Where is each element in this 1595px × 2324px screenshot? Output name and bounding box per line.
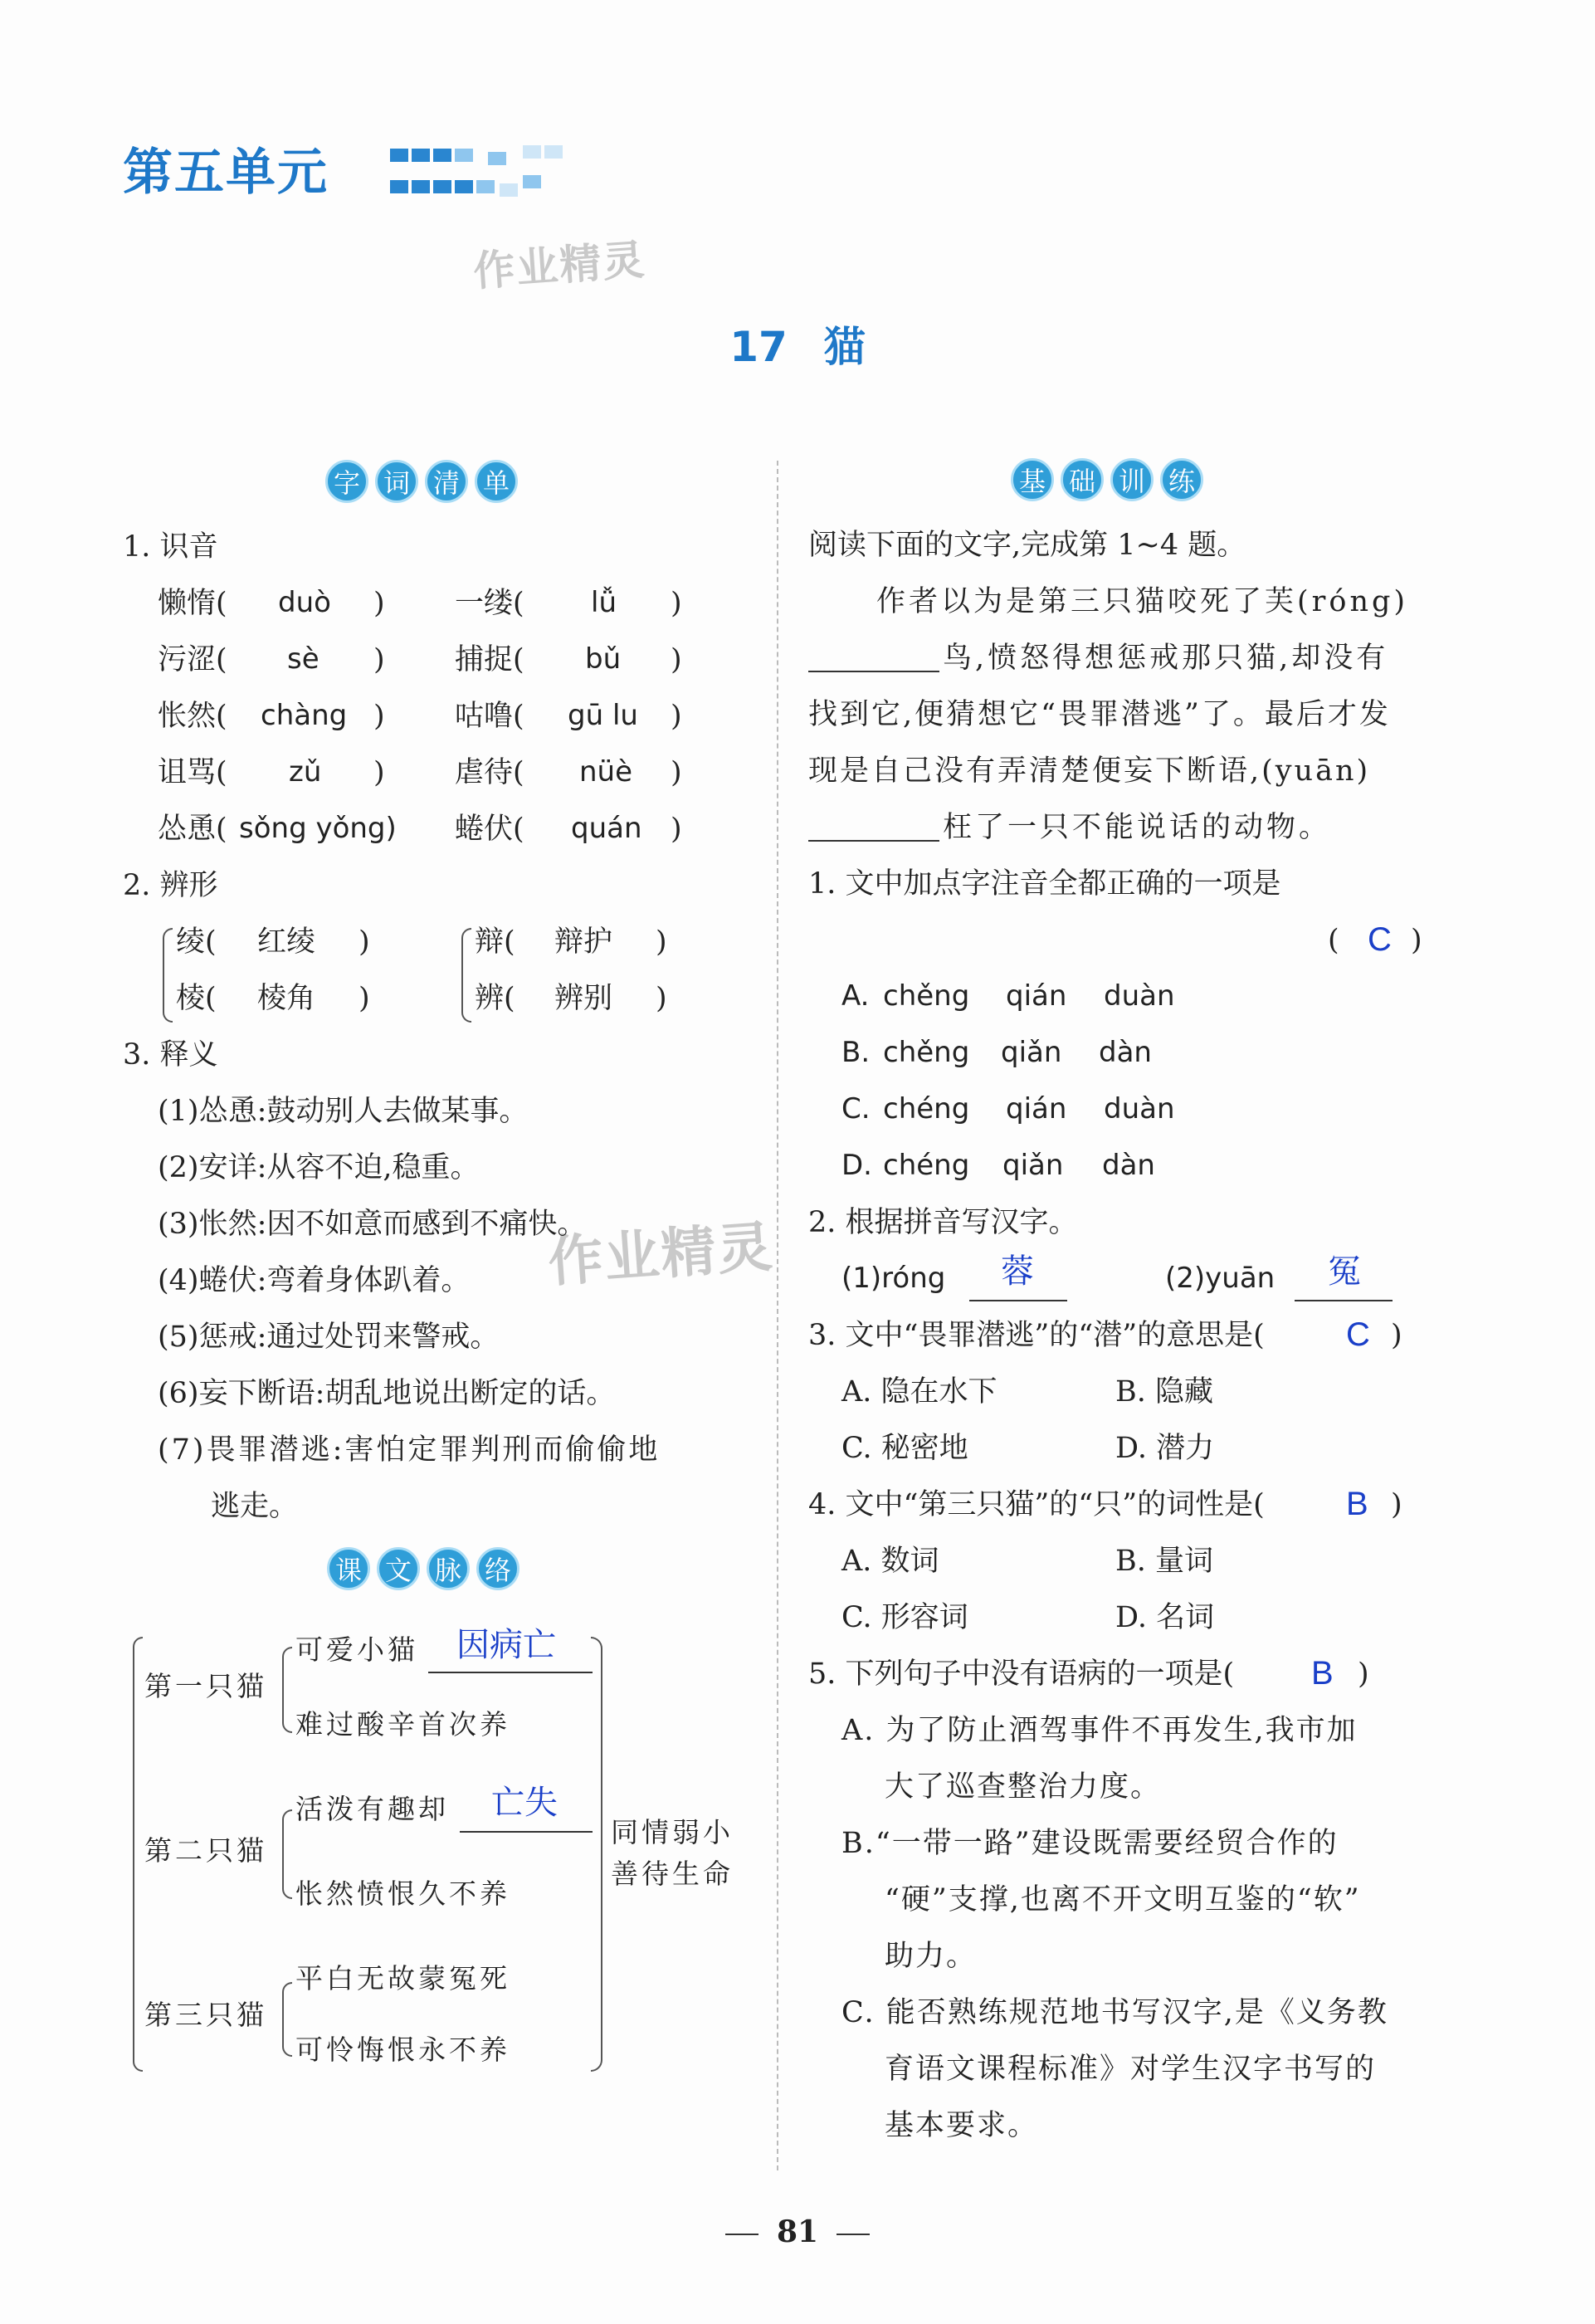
q1-answer: C xyxy=(1368,921,1392,958)
answer-line xyxy=(969,1300,1067,1301)
q1-stem: 1. 文中加点字注音全都正确的一项是 xyxy=(808,867,1281,901)
option: C. 秘密地 xyxy=(841,1432,968,1465)
q2b-label: (2)yuān xyxy=(1165,1262,1276,1295)
word: 绫( xyxy=(176,925,217,959)
paren: ) xyxy=(1391,1319,1402,1352)
option-pinyin: dàn xyxy=(1099,1036,1152,1069)
cat2-point-b: 怅然愤恨久不养 xyxy=(295,1877,510,1910)
word: 怂恿( xyxy=(158,813,227,846)
heading-char: 词 xyxy=(375,460,418,503)
word: 一缕( xyxy=(455,587,524,620)
brace xyxy=(282,1809,292,1899)
close-paren: ) xyxy=(671,643,682,676)
reading-intro: 阅读下面的文字,完成第 1~4 题。 xyxy=(808,529,1246,562)
cat2-answer: 亡失 xyxy=(491,1784,558,1821)
option-pinyin: qián xyxy=(1006,979,1067,1013)
option: D. 潜力 xyxy=(1115,1432,1215,1465)
definition-item: (5)惩戒:通过处罚来警戒。 xyxy=(158,1321,500,1354)
close-paren: ) xyxy=(359,925,370,959)
heading-char: 础 xyxy=(1061,458,1104,501)
heading-char: 单 xyxy=(475,460,518,503)
option-pinyin: dàn xyxy=(1102,1149,1155,1182)
answer: 辩护 xyxy=(554,925,613,959)
answer-line xyxy=(428,1672,593,1673)
word: 蜷伏( xyxy=(455,813,524,846)
word: 诅骂( xyxy=(158,756,227,789)
q2a-label: (1)róng xyxy=(841,1262,946,1295)
section-heading-practice xyxy=(1011,458,1203,501)
close-paren: ) xyxy=(656,982,667,1015)
q5-answer: B xyxy=(1311,1655,1334,1692)
answer-line xyxy=(460,1831,593,1833)
definition-item: (3)怅然:因不如意而感到不痛快。 xyxy=(158,1208,587,1241)
word: 虐待( xyxy=(455,756,524,789)
close-paren: ) xyxy=(373,587,385,620)
answer: 红绫 xyxy=(257,925,316,959)
q2a-answer: 蓉 xyxy=(1001,1253,1034,1290)
q2-title: 2. 辨形 xyxy=(123,869,218,902)
word: 怅然( xyxy=(158,700,227,733)
paren: ( xyxy=(1328,924,1339,957)
close-paren: ) xyxy=(656,925,667,959)
outer-brace xyxy=(133,1637,143,2072)
option-label: B. xyxy=(841,1036,871,1069)
right-brace xyxy=(591,1637,602,2072)
heading-char: 脉 xyxy=(427,1547,470,1590)
cat1-label: 第一只猫 xyxy=(144,1670,267,1702)
q5-line: 基本要求。 xyxy=(885,2109,1039,2142)
cat3-point-b: 可怜悔恨永不养 xyxy=(295,2034,510,2066)
q2-stem: 2. 根据拼音写汉字。 xyxy=(808,1206,1078,1239)
q5-line: 育语文课程标准》对学生汉字书写的 xyxy=(885,2053,1377,2086)
heading-char: 课 xyxy=(327,1547,370,1590)
passage-line: 鸟,愤怒得想惩戒那只猫,却没有 xyxy=(943,642,1389,675)
heading-char: 络 xyxy=(476,1547,519,1590)
lesson-name: 猫 xyxy=(823,323,866,371)
heading-char: 训 xyxy=(1110,458,1154,501)
close-paren: ) xyxy=(671,756,682,789)
answer: 辨别 xyxy=(554,982,613,1015)
page-number-footer xyxy=(0,2214,1595,2249)
paren: ) xyxy=(1411,924,1422,957)
option-pinyin: qiǎn xyxy=(1001,1036,1062,1069)
definition-item: (7)畏罪潜逃:害怕定罪判刑而偷偷地 xyxy=(158,1433,661,1467)
close-paren: ) xyxy=(373,756,385,789)
q5-line: 大了巡查整治力度。 xyxy=(885,1770,1162,1804)
pinyin: gū lu xyxy=(568,699,638,732)
q5-stem: 5. 下列句子中没有语病的一项是( xyxy=(808,1658,1235,1691)
q3-stem: 3. 文中“畏罪潜逃”的“潜”的意思是( xyxy=(808,1319,1265,1352)
watermark-top: 作业精灵 xyxy=(471,235,648,296)
theme-line-2: 善待生命 xyxy=(611,1858,734,1890)
option-pinyin: qián xyxy=(1006,1092,1067,1125)
close-paren: ) xyxy=(373,700,385,733)
lesson-title xyxy=(0,314,1595,374)
q5-line: A. 为了防止酒驾事件不再发生,我市加 xyxy=(841,1714,1358,1747)
answer: 棱角 xyxy=(257,982,316,1015)
blank-yuan xyxy=(808,840,939,842)
cat1-answer: 因病亡 xyxy=(456,1627,556,1663)
word: 污涩( xyxy=(158,643,227,676)
pinyin: lǚ xyxy=(591,586,617,619)
heading-char: 文 xyxy=(377,1547,420,1590)
q5-line: 助力。 xyxy=(885,1940,978,1973)
close-paren: ) xyxy=(671,813,682,846)
word: 辩( xyxy=(475,925,515,959)
passage-line: 作者以为是第三只猫咬死了芙(róng) xyxy=(876,585,1409,618)
q5-line: B.“一带一路”建设既需要经贸合作的 xyxy=(841,1827,1339,1860)
option: C. 形容词 xyxy=(841,1601,968,1634)
word: 捕捉( xyxy=(455,643,524,676)
pinyin: quán xyxy=(571,812,642,845)
brace xyxy=(461,928,471,1023)
cat3-label: 第三只猫 xyxy=(144,1999,267,2031)
option-pinyin: chěng xyxy=(883,1036,970,1069)
q5-line: C. 能否熟练规范地书写汉字,是《义务教 xyxy=(841,1996,1388,2029)
close-paren: ) xyxy=(359,982,370,1015)
cat1-point-a: 可爱小猫 xyxy=(295,1633,418,1666)
word: 懒惰( xyxy=(158,587,227,620)
option-label: A. xyxy=(841,979,870,1013)
option-pinyin: duàn xyxy=(1104,979,1175,1013)
option-label: C. xyxy=(841,1092,871,1125)
q4-answer: B xyxy=(1346,1486,1368,1522)
q3-answer: C xyxy=(1346,1316,1370,1353)
word: 咕噜( xyxy=(455,700,524,733)
definition-item: (2)安详:从容不迫,稳重。 xyxy=(158,1151,480,1184)
pinyin: duò xyxy=(278,586,331,619)
q3-title: 3. 释义 xyxy=(123,1038,218,1072)
option: B. 隐藏 xyxy=(1115,1375,1213,1409)
pinyin: chàng xyxy=(261,699,348,732)
q4-stem: 4. 文中“第三只猫”的“只”的词性是( xyxy=(808,1488,1265,1521)
close-paren: ) xyxy=(373,643,385,676)
option-pinyin: duàn xyxy=(1104,1092,1175,1125)
brace xyxy=(282,1982,292,2057)
passage-line: 现是自己没有弄清楚便妄下断语,(yuān) xyxy=(808,754,1371,788)
definition-item: (6)妄下断语:胡乱地说出断定的话。 xyxy=(158,1377,616,1410)
passage-line: 找到它,便猜想它“畏罪潜逃”了。最后才发 xyxy=(808,698,1391,731)
brace xyxy=(163,928,173,1023)
option: B. 量词 xyxy=(1115,1545,1213,1578)
brace xyxy=(282,1647,292,1733)
section-heading-outline xyxy=(327,1547,519,1590)
theme-line-1: 同情弱小 xyxy=(611,1816,734,1848)
pinyin: nüè xyxy=(579,755,633,788)
heading-char: 基 xyxy=(1011,458,1054,501)
pinyin: sè xyxy=(287,642,319,676)
cat1-point-b: 难过酸辛首次养 xyxy=(295,1708,510,1741)
option-pinyin: qiǎn xyxy=(1002,1149,1064,1182)
lesson-number: 17 xyxy=(729,323,788,371)
option: A. 隐在水下 xyxy=(841,1375,997,1409)
pinyin: sǒng yǒng) xyxy=(239,812,397,845)
paren: ) xyxy=(1391,1488,1402,1521)
option-pinyin: chéng xyxy=(883,1149,970,1182)
cat2-label: 第二只猫 xyxy=(144,1834,267,1867)
passage-line: 枉了一只不能说话的动物。 xyxy=(943,811,1332,844)
heading-char: 练 xyxy=(1160,458,1203,501)
pinyin: bǔ xyxy=(585,642,622,676)
definition-item-cont: 逃走。 xyxy=(211,1490,299,1523)
watermark-middle: 作业精灵 xyxy=(546,1214,776,1295)
pinyin: zǔ xyxy=(289,755,322,788)
definition-item: (4)蜷伏:弯着身体趴着。 xyxy=(158,1264,471,1297)
unit-title-decoration xyxy=(390,145,598,203)
cat2-point-a: 活泼有趣却 xyxy=(295,1793,449,1825)
word: 棱( xyxy=(176,982,217,1015)
q5-line: “硬”支撑,也离不开文明互鉴的“软” xyxy=(885,1883,1361,1916)
q1-title: 1. 识音 xyxy=(123,530,218,564)
close-paren: ) xyxy=(671,587,682,620)
heading-char: 字 xyxy=(325,460,368,503)
paren: ) xyxy=(1358,1658,1369,1691)
word: 辨( xyxy=(475,982,515,1015)
close-paren: ) xyxy=(671,700,682,733)
definition-item: (1)怂恿:鼓动别人去做某事。 xyxy=(158,1095,529,1128)
heading-char: 清 xyxy=(425,460,468,503)
answer-line xyxy=(1295,1300,1393,1301)
page-number: 81 xyxy=(776,2214,819,2249)
option: D. 名词 xyxy=(1115,1601,1215,1634)
option-label: D. xyxy=(841,1149,872,1182)
option-pinyin: chéng xyxy=(883,1092,970,1125)
option: A. 数词 xyxy=(841,1545,939,1578)
unit-title: 第五单元 xyxy=(123,144,329,202)
q2b-answer: 冤 xyxy=(1328,1253,1361,1290)
option-pinyin: chěng xyxy=(883,979,970,1013)
section-heading-word-list xyxy=(325,460,518,503)
cat3-point-a: 平白无故蒙冤死 xyxy=(295,1962,510,1994)
blank-rong xyxy=(808,671,939,672)
column-divider xyxy=(777,461,778,2170)
